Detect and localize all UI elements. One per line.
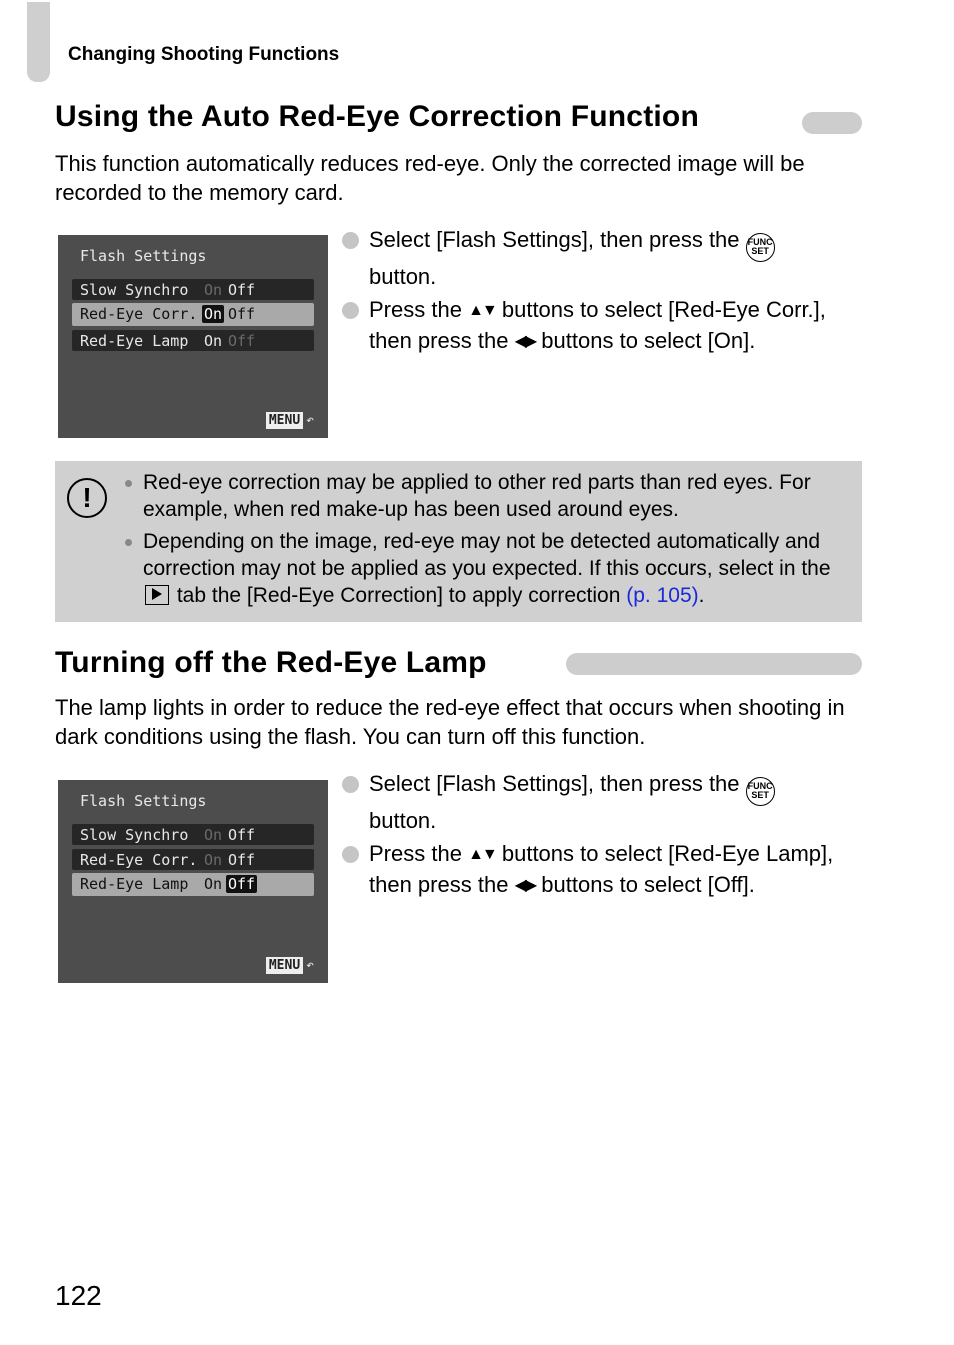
step-1	[342, 769, 842, 836]
caution-list	[125, 469, 855, 614]
step-bullet	[342, 776, 359, 793]
row-label: Red-Eye Corr.	[80, 305, 198, 323]
section-intro-red-eye-lamp: The lamp lights in order to reduce the red-eye effect that occurs when shooting in dark conditions using the flash. You can turn off this function.	[55, 695, 845, 749]
caution-text: .	[698, 584, 705, 607]
step-2	[342, 295, 842, 357]
camera-screen-flash-settings	[58, 780, 328, 983]
step-bullet	[342, 232, 359, 249]
section-title-red-eye-correction: Using the Auto Red-Eye Correction Function	[55, 100, 699, 133]
section-title-bar	[566, 653, 862, 675]
caution-text: Red-eye correction may be applied to other red parts than red eyes. For example, when red make-up has been used around eyes.	[143, 471, 811, 521]
menu-back-indicator	[266, 412, 314, 429]
option-off: Off	[228, 305, 256, 323]
step-2	[342, 839, 842, 901]
step-text: Press the	[369, 841, 462, 866]
menu-back-indicator	[266, 957, 314, 974]
section-title-red-eye-lamp: Turning off the Red-Eye Lamp	[55, 646, 487, 679]
func-set-icon: FUNC SET	[746, 233, 775, 262]
option-off: Off	[228, 851, 256, 869]
steps-red-eye-correction	[342, 225, 842, 360]
menu-row-slow-synchro	[72, 279, 314, 300]
playback-tab-icon	[145, 585, 169, 605]
row-label: Red-Eye Lamp	[80, 332, 189, 350]
option-on: On	[204, 851, 223, 869]
step-1	[342, 225, 842, 292]
page-tab-marker	[27, 2, 50, 82]
step-text: Press the	[369, 297, 462, 322]
steps-red-eye-lamp	[342, 769, 842, 904]
screen-title: Flash Settings	[80, 792, 207, 810]
back-arrow-icon: ↶	[306, 413, 314, 428]
section-intro-red-eye-correction: This function automatically reduces red-eye. Only the corrected image will be recorded to the memory card.	[55, 151, 805, 205]
caution-text: Depending on the image, red-eye may not be detected automatically and correction may not be applied as you expected. If this occurs, select in the	[143, 530, 831, 580]
option-on: On	[204, 332, 223, 350]
menu-row-slow-synchro	[72, 824, 314, 845]
step-text: buttons to select [Off].	[541, 872, 755, 897]
screen-title: Flash Settings	[80, 247, 207, 265]
func-set-icon: FUNC SET	[746, 777, 775, 806]
row-label: Slow Synchro	[80, 826, 189, 844]
step-bullet	[342, 846, 359, 863]
step-text: button.	[369, 808, 437, 833]
menu-row-red-eye-corr	[72, 303, 314, 326]
option-on: On	[204, 826, 223, 844]
step-text: buttons to select [Red-Eye Lamp], then press the	[369, 841, 834, 897]
caution-text: tab the [Red-Eye Correction] to apply correction	[176, 584, 621, 607]
up-down-arrows-icon: ▲▼	[468, 302, 496, 319]
running-header: Changing Shooting Functions	[68, 44, 340, 65]
option-off: Off	[228, 281, 256, 299]
step-bullet	[342, 302, 359, 319]
bullet-dot	[125, 480, 132, 487]
up-down-arrows-icon: ▲▼	[468, 846, 496, 863]
step-text: Select [Flash Settings], then press the	[369, 771, 740, 796]
menu-row-red-eye-corr	[72, 849, 314, 870]
row-label: Slow Synchro	[80, 281, 189, 299]
caution-box	[55, 461, 862, 622]
section-title-bar	[802, 112, 862, 134]
row-label: Red-Eye Lamp	[80, 875, 189, 893]
step-text: button.	[369, 264, 437, 289]
step-text: Select [Flash Settings], then press the	[369, 227, 740, 252]
menu-button-label: MENU	[266, 957, 303, 974]
bullet-dot	[125, 539, 132, 546]
step-text: buttons to select [Red-Eye Corr.], then press the	[369, 297, 826, 353]
option-on: On	[204, 875, 223, 893]
option-off: Off	[228, 332, 256, 350]
page-reference-link[interactable]: (p. 105)	[626, 584, 699, 607]
menu-row-red-eye-lamp	[72, 873, 314, 896]
option-off-selected: Off	[228, 875, 256, 893]
caution-item	[125, 469, 855, 523]
option-on-selected: On	[204, 305, 223, 323]
option-off: Off	[228, 826, 256, 844]
row-label: Red-Eye Corr.	[80, 851, 198, 869]
left-right-arrows-icon: ◀▶	[514, 333, 536, 350]
option-on: On	[204, 281, 223, 299]
left-right-arrows-icon: ◀▶	[514, 877, 536, 894]
caution-icon: !	[67, 478, 107, 518]
caution-item	[125, 528, 855, 609]
camera-screen-flash-settings	[58, 235, 328, 438]
page-number: 122	[55, 1280, 102, 1311]
menu-button-label: MENU	[266, 412, 303, 429]
back-arrow-icon: ↶	[306, 958, 314, 973]
step-text: buttons to select [On].	[541, 328, 756, 353]
menu-row-red-eye-lamp	[72, 330, 314, 351]
